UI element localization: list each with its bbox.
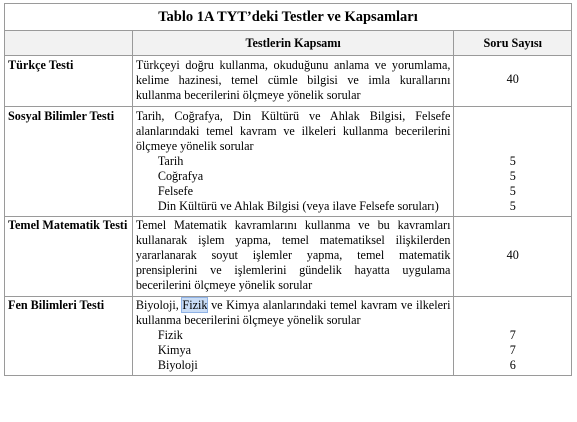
- table-title: Tablo 1A TYT’deki Testler ve Kapsamları: [5, 4, 572, 31]
- description-text: Biyoloji,: [135, 298, 183, 312]
- subject-counts: [457, 154, 568, 214]
- subject-count: 6: [509, 358, 516, 372]
- question-count: 40: [454, 217, 572, 297]
- highlighted-text[interactable]: Fizik: [182, 298, 208, 312]
- question-count: 40: [454, 56, 572, 107]
- subject-item: Felsefe: [157, 184, 194, 198]
- subject-list: [136, 328, 451, 373]
- test-description: Türkçeyi doğru kullanma, okuduğunu anlama ve yorumlama, kelime hazinesi, temel cümle bilgisi ve imla kurallarını kullanma becerilerini ölçmeye yönelik sorular: [132, 56, 454, 107]
- test-name: Fen Bilimleri Testi: [5, 297, 133, 376]
- table-row-turkce: [5, 56, 572, 107]
- test-name: Temel Matematik Testi: [5, 217, 133, 297]
- header-col-test: [5, 31, 133, 56]
- question-count-cell: [454, 297, 572, 376]
- subject-item: Fizik: [157, 328, 183, 342]
- subject-count: 7: [509, 328, 516, 342]
- subject-counts: [457, 328, 568, 373]
- test-description: Tarih, Coğrafya, Din Kültürü ve Ahlak Bilgisi, Felsefe alanlarındaki temel kavram ve ilkeleri kullanma becerilerini ölçmeye yönelik sorular: [135, 109, 451, 153]
- question-count-cell: [454, 107, 572, 217]
- subject-count: 5: [509, 199, 516, 213]
- document-page: [4, 3, 572, 376]
- test-name: Sosyal Bilimler Testi: [5, 107, 133, 217]
- table-title-row: [5, 4, 572, 31]
- subject-list: [136, 154, 451, 214]
- subject-count: 5: [509, 154, 516, 168]
- table-header-row: [5, 31, 572, 56]
- header-col-scope: Testlerin Kapsamı: [132, 31, 454, 56]
- subject-item: Tarih: [157, 154, 184, 168]
- table-row-matematik: [5, 217, 572, 297]
- header-col-count: Soru Sayısı: [454, 31, 572, 56]
- subject-count: 7: [509, 343, 516, 357]
- description-text: ve Kimya alanlarındaki temel kavram ve ilkeleri kullanma becerilerini ölçmeye yönelik sorular: [135, 298, 451, 327]
- tyt-tests-table: [4, 3, 572, 376]
- subject-item: Kimya: [157, 343, 191, 357]
- subject-item: Din Kültürü ve Ahlak Bilgisi (veya ilave Felsefe soruları): [157, 199, 439, 213]
- subject-item: Coğrafya: [157, 169, 204, 183]
- test-name: Türkçe Testi: [5, 56, 133, 107]
- test-scope-cell: [132, 297, 454, 376]
- test-description: [136, 298, 451, 328]
- subject-item: Biyoloji: [157, 358, 198, 372]
- subject-count: 5: [509, 184, 516, 198]
- test-scope-cell: [132, 107, 454, 217]
- table-row-fen: [5, 297, 572, 376]
- table-row-sosyal: [5, 107, 572, 217]
- test-description: Temel Matematik kavramlarını kullanma ve bu kavramları kullanarak işlem yapma, temel matematiksel ilişkilerden yararlanarak soyut işlemler yapma, temel matematik prensiplerini ve işlemlerini gündelik hayatta uygulama becerilerini ölçmeye yönelik sorular: [132, 217, 454, 297]
- subject-count: 5: [509, 169, 516, 183]
